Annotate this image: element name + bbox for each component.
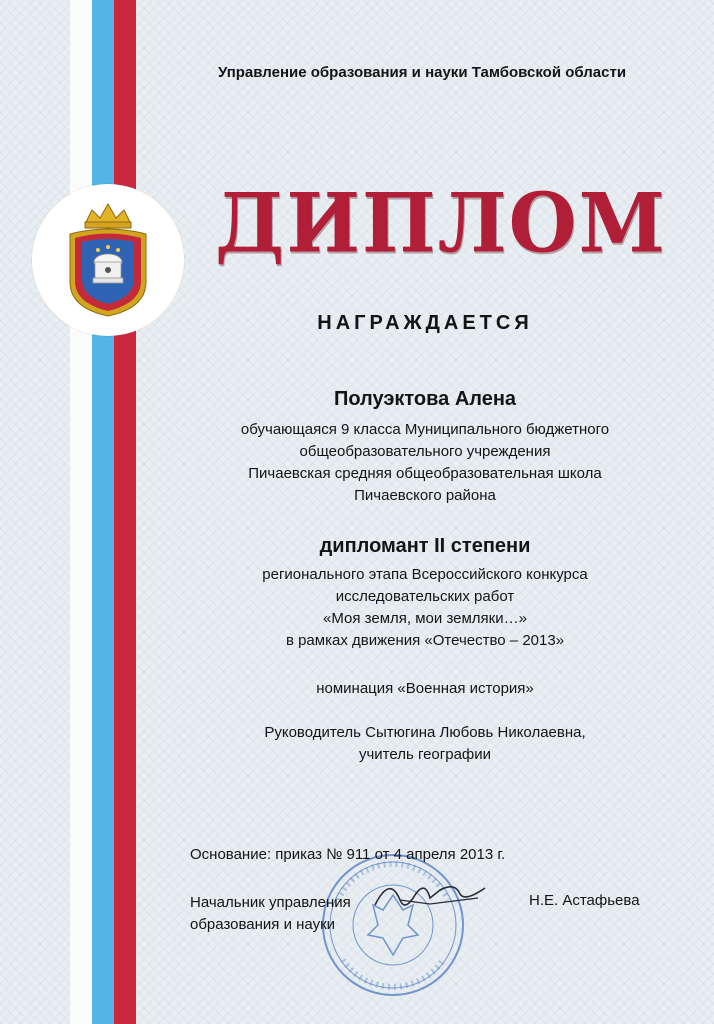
- award-line: «Моя земля, мои земляки…»: [323, 610, 527, 627]
- recipient-name: Полуэктова Алена: [333, 388, 517, 410]
- award-line: исследовательских работ: [335, 588, 515, 605]
- document-title: ДИПЛОМ: [215, 175, 667, 272]
- awarded-label: НАГРАЖДАЕТСЯ: [317, 312, 533, 334]
- award-line: в рамках движения «Отечество – 2013»: [285, 632, 565, 649]
- recipient-line: Пичаевского района: [354, 487, 496, 504]
- flag-stripe-white: [70, 0, 92, 1024]
- award-degree: дипломант II степени: [319, 535, 531, 557]
- supervisor-position: учитель географии: [358, 746, 492, 763]
- flag-stripe-red: [114, 0, 136, 1024]
- basis-order: Основание: приказ № 911 от 4 апреля 2013 г.: [190, 846, 506, 863]
- handwritten-signature-icon: [370, 870, 490, 920]
- recipient-line: общеобразовательного учреждения: [299, 443, 551, 460]
- signatory-title-line: образования и науки: [190, 916, 336, 933]
- signatory-title: [190, 892, 351, 936]
- signatory-title-line: Начальник управления: [190, 894, 351, 911]
- nomination: номинация «Военная история»: [316, 680, 534, 697]
- signatory-name: Н.Е. Астафьева: [529, 892, 640, 909]
- flag-stripe-blue: [92, 0, 114, 1024]
- issuing-organization: Управление образования и науки Тамбовской области: [217, 64, 627, 81]
- recipient-line: Пичаевская средняя общеобразовательная школа: [248, 465, 602, 482]
- award-line: регионального этапа Всероссийского конкурса: [262, 566, 588, 583]
- recipient-line: обучающаяся 9 класса Муниципального бюджетного: [240, 421, 610, 438]
- supervisor-line: Руководитель Сытюгина Любовь Николаевна,: [264, 724, 586, 741]
